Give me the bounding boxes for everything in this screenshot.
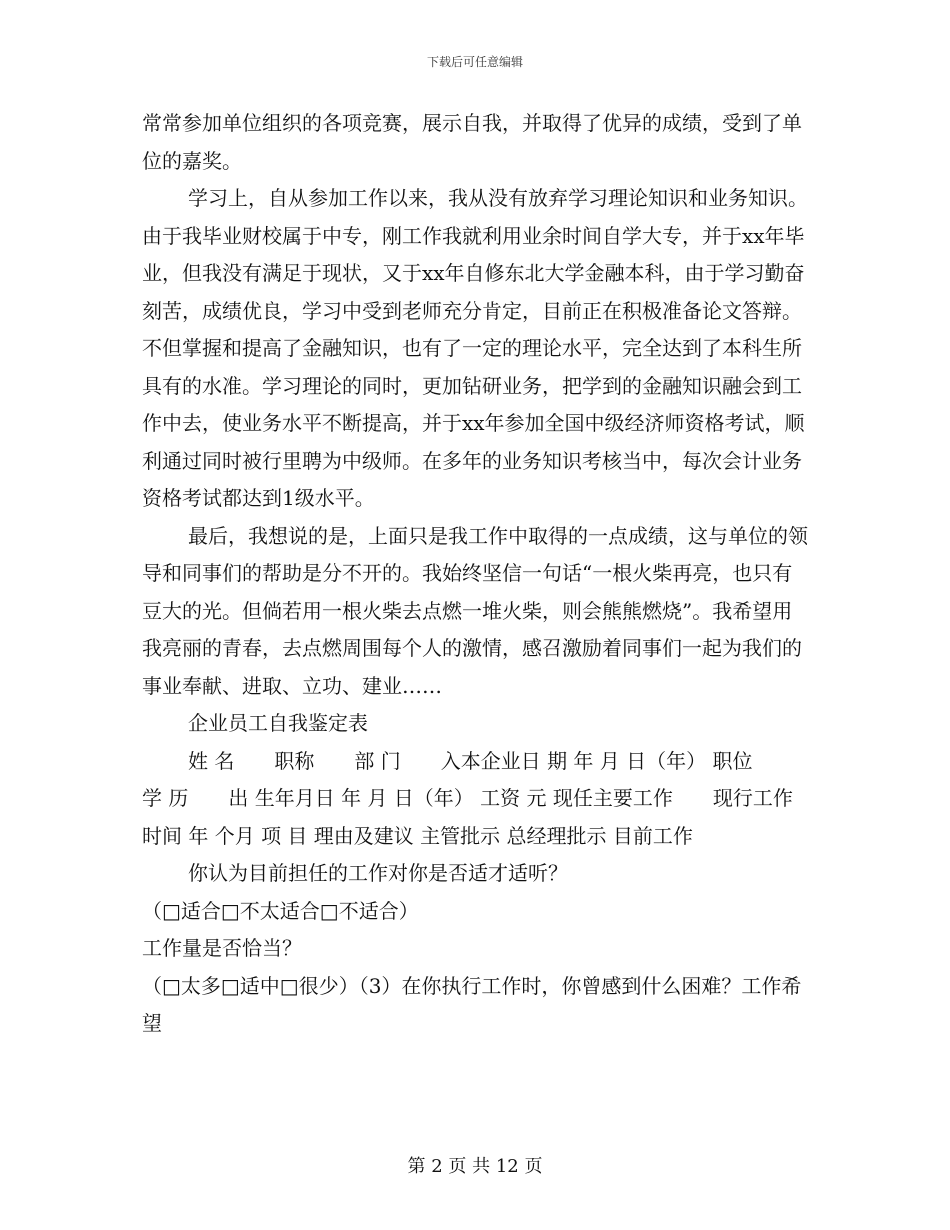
question: 你认为目前担任的工作对你是否适才适听？ bbox=[188, 861, 568, 885]
form-fields: 姓 名 职称 部 门 入本企业日 期 年 月 日（年） 职位 学 历 出 生年月日 年 月 日（年） 工资 元 现任主要工作 现行工作时间 年 个月 项 目 理由及建议 主管批示 总经理批示 目前工作 bbox=[142, 748, 793, 848]
form-title: 企业员工自我鉴定表 bbox=[188, 711, 368, 735]
page-header: 下载后可任意编辑 bbox=[426, 55, 523, 69]
answer-options: （□适合□不太适合□不适合） bbox=[142, 898, 419, 923]
answer-options: （□太多□适中□很少）（3）在你执行工作时，你曾感到什么困难？工作希望 bbox=[142, 973, 802, 1035]
document-body bbox=[142, 105, 810, 1043]
paragraph: 常常参加单位组织的各项竞赛，展示自我，并取得了优异的成绩，受到了单位的嘉奖。 bbox=[142, 111, 802, 173]
paragraph: 学习上，自从参加工作以来，我从没有放弃学习理论知识和业务知识。由于我毕业财校属于中专，刚工作我就利用业余时间自学大专，并于xx年毕业，但我没有满足于现状，又于xx年自修东北大学金融本科，由于学习勤奋刻苦，成绩优良，学习中受到老师充分肯定，目前正在积极准备论文答辩。不但掌握和提高了金融知识，也有了一定的理论水平，完全达到了本科生所具有的水准。学习理论的同时，更加钻研业务，把学到的金融知识融会到工作中去，使业务水平不断提高，并于xx年参加全国中级经济师资格考试，顺利通过同时被行里聘为中级师。在多年的业务知识考核当中，每次会计业务资格考试都达到1级水平。 bbox=[142, 186, 808, 510]
page-footer: 第 2 页 共 12 页 bbox=[407, 1156, 543, 1177]
question: 工作量是否恰当？ bbox=[142, 936, 302, 960]
paragraph: 最后，我想说的是，上面只是我工作中取得的一点成绩，这与单位的领导和同事们的帮助是分不开的。我始终坚信一句话“一根火柴再亮，也只有豆大的光。但倘若用一根火柴去点燃一堆火柴，则会熊熊燃烧”。我希望用我亮丽的青春，去点燃周围每个人的激情，感召激励着同事们一起为我们的事业奉献、进取、立功、建业…… bbox=[142, 523, 808, 698]
